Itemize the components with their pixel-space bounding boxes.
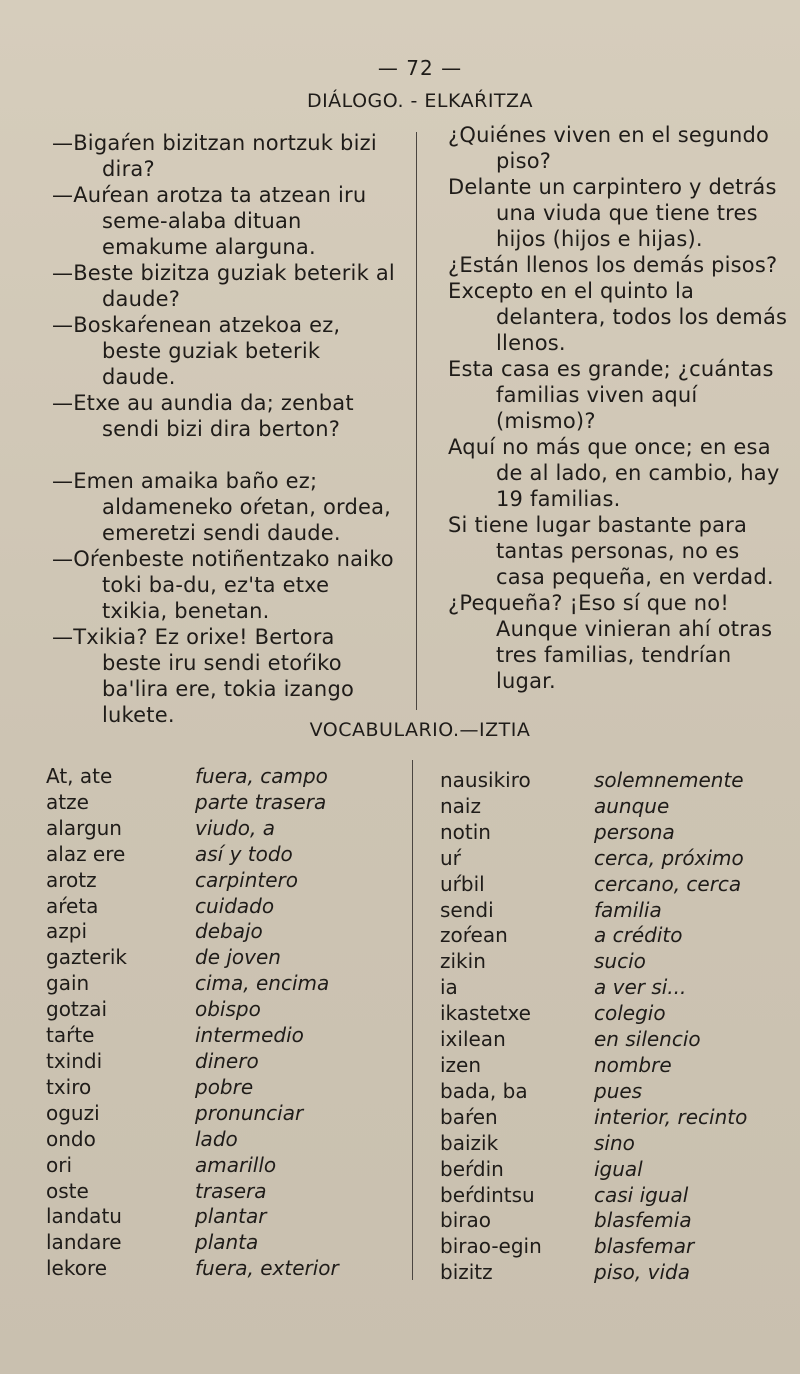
vocab-term: ori: [46, 1152, 73, 1177]
dialog-line-spanish: Si tiene lugar bastante para tantas personas, no es casa pequeña, en verdad.: [448, 513, 774, 589]
vocab-translation: intermedio: [195, 1023, 304, 1048]
vocab-term: ondo: [46, 1126, 96, 1151]
vocab-translation: a crédito: [594, 923, 683, 948]
vocab-term: arotz: [46, 867, 97, 892]
dialog-line-basque: —Etxe au aundia da; zenbat sendi bizi dira berton?: [52, 391, 354, 441]
vocab-term: baŕen: [440, 1104, 498, 1129]
dialog-heading: DIÁLOGO. - ELKAŔITZA: [306, 90, 534, 112]
vocab-translation: sino: [594, 1130, 635, 1155]
vocab-term: ikastetxe: [440, 1001, 531, 1026]
vocab-term: oste: [46, 1178, 89, 1203]
vocab-term: At, ate: [46, 764, 113, 788]
vocab-translation: pues: [594, 1078, 643, 1103]
vocab-term: txindi: [46, 1048, 103, 1073]
vocab-term: gain: [46, 971, 90, 996]
vocab-translation: piso, vida: [594, 1260, 690, 1285]
vocab-translation: de joven: [195, 945, 281, 970]
vocab-left-spanish: [195, 764, 339, 1282]
vocab-translation: a ver si...: [594, 975, 687, 1000]
vocab-term: alargun: [46, 815, 122, 840]
dialog-line-spanish: Excepto en el quinto la delantera, todos los demás llenos.: [448, 279, 788, 355]
vocab-term: alaz ere: [46, 841, 126, 866]
dialog-line-basque: —Oŕenbeste notiñentzako naiko toki ba-du, ez'ta etxe txikia, benetan.: [52, 547, 394, 623]
dialog-line-spanish: ¿Quiénes viven en el segundo piso?: [448, 123, 770, 173]
dialog-line-basque: —Emen amaika baño ez; aldameneko oŕetan, ordea, emeretzi sendi daude.: [52, 469, 392, 545]
vocab-translation: interior, recinto: [594, 1104, 748, 1129]
vocab-translation: aunque: [594, 793, 670, 818]
vocab-translation: fuera, campo: [195, 764, 328, 788]
vocab-translation: sucio: [594, 949, 646, 974]
dialog-line-spanish: ¿Pequeña? ¡Eso sí que no! Aunque vinieran ahí otras tres familias, tendrían lugar.: [448, 591, 773, 693]
vocab-translation: planta: [195, 1230, 259, 1255]
vocab-translation: cima, encima: [195, 971, 330, 996]
vocab-translation: igual: [594, 1156, 643, 1181]
dialog-line-spanish: Delante un carpintero y detrás una viuda que tiene tres hijos (hijos e hijas).: [448, 175, 777, 251]
vocab-translation: así y todo: [195, 841, 293, 866]
vocab-term: zoŕean: [440, 923, 508, 948]
vocab-translation: pronunciar: [195, 1100, 304, 1125]
vocab-term: txiro: [46, 1074, 92, 1099]
vocab-translation: fuera, exterior: [195, 1256, 339, 1281]
vocab-term: zikin: [440, 949, 486, 974]
vocab-translation: parte trasera: [195, 789, 327, 814]
vocab-translation: persona: [594, 819, 675, 844]
vocab-term: atze: [46, 789, 89, 814]
vocab-translation: cuidado: [195, 893, 275, 918]
vocab-term: notin: [440, 819, 491, 844]
vocab-right-spanish: [594, 768, 747, 1286]
dialog-line-spanish: Esta casa es grande; ¿cuántas familias viven aquí (mismo)?: [448, 357, 774, 433]
vocab-column-divider: [412, 760, 413, 1280]
vocab-term: izen: [440, 1052, 482, 1077]
dialog-line-basque: —Boskaŕenean atzekoa ez, beste guziak beterik daude.: [52, 313, 341, 389]
vocab-term: beŕdintsu: [440, 1182, 535, 1207]
vocab-term: beŕdin: [440, 1156, 504, 1181]
vocab-translation: dinero: [195, 1048, 259, 1073]
vocab-term: gazterik: [46, 945, 127, 970]
dialog-basque-column: [52, 130, 397, 728]
page-number: — 72 —: [377, 56, 463, 80]
dialog-line-basque: —Bigaŕen bizitzan nortzuk bizi dira?: [52, 131, 377, 181]
vocabulary-heading: VOCABULARIO.—IZTIA: [309, 719, 531, 741]
vocab-term: naiz: [440, 793, 481, 818]
dialog-spanish-column: [448, 122, 793, 694]
dialog-column-divider: [416, 132, 417, 710]
vocab-translation: casi igual: [594, 1182, 689, 1207]
vocab-term: uŕbil: [440, 871, 485, 896]
vocab-term: landare: [46, 1230, 122, 1255]
vocab-term: sendi: [440, 897, 494, 922]
vocab-translation: amarillo: [195, 1152, 277, 1177]
vocab-term: gotzai: [46, 997, 108, 1022]
vocab-translation: debajo: [195, 919, 263, 944]
vocab-translation: cerca, próximo: [594, 845, 744, 870]
vocab-term: baizik: [440, 1130, 499, 1155]
vocab-translation: en silencio: [594, 1027, 701, 1052]
vocab-translation: obispo: [195, 997, 261, 1022]
vocab-translation: familia: [594, 897, 662, 922]
dialog-line-basque: —Auŕean arotza ta atzean iru seme-alaba dituan emakume alarguna.: [52, 183, 367, 259]
vocab-translation: blasfemar: [594, 1234, 695, 1259]
vocab-translation: trasera: [195, 1178, 267, 1203]
vocab-translation: pobre: [195, 1074, 254, 1099]
vocab-left-basque: [46, 764, 127, 1282]
vocab-right-basque: [440, 768, 542, 1286]
vocab-translation: nombre: [594, 1052, 672, 1077]
dialog-spacer: [52, 442, 397, 468]
vocab-term: bada, ba: [440, 1078, 528, 1103]
vocab-term: ia: [440, 975, 458, 1000]
vocab-term: oguzi: [46, 1100, 100, 1125]
vocab-term: nausikiro: [440, 768, 531, 792]
vocab-translation: cercano, cerca: [594, 871, 742, 896]
vocab-translation: solemnemente: [594, 768, 744, 792]
dialog-line-spanish: ¿Están llenos los demás pisos?: [448, 253, 778, 277]
vocab-term: birao: [440, 1208, 491, 1233]
vocab-translation: lado: [195, 1126, 238, 1151]
vocab-term: aŕeta: [46, 893, 99, 918]
vocab-term: bizitz: [440, 1260, 493, 1285]
vocab-term: birao-egin: [440, 1234, 542, 1259]
vocab-term: landatu: [46, 1204, 122, 1229]
vocab-term: taŕte: [46, 1023, 95, 1048]
vocab-translation: plantar: [195, 1204, 267, 1229]
dialog-line-basque: —Beste bizitza guziak beterik al daude?: [52, 261, 395, 311]
vocab-term: azpi: [46, 919, 88, 944]
dialog-line-spanish: Aquí no más que once; en esa de al lado, en cambio, hay 19 familias.: [448, 435, 780, 511]
vocab-translation: blasfemia: [594, 1208, 692, 1233]
vocab-translation: carpintero: [195, 867, 299, 892]
vocab-term: uŕ: [440, 845, 461, 870]
vocab-term: lekore: [46, 1256, 108, 1281]
dialog-line-basque: —Txikia? Ez orixe! Bertora beste iru sendi etoŕiko ba'lira ere, tokia izango lukete.: [52, 625, 355, 727]
vocab-translation: viudo, a: [195, 815, 275, 840]
vocab-term: ixilean: [440, 1027, 506, 1052]
vocab-translation: colegio: [594, 1001, 666, 1026]
